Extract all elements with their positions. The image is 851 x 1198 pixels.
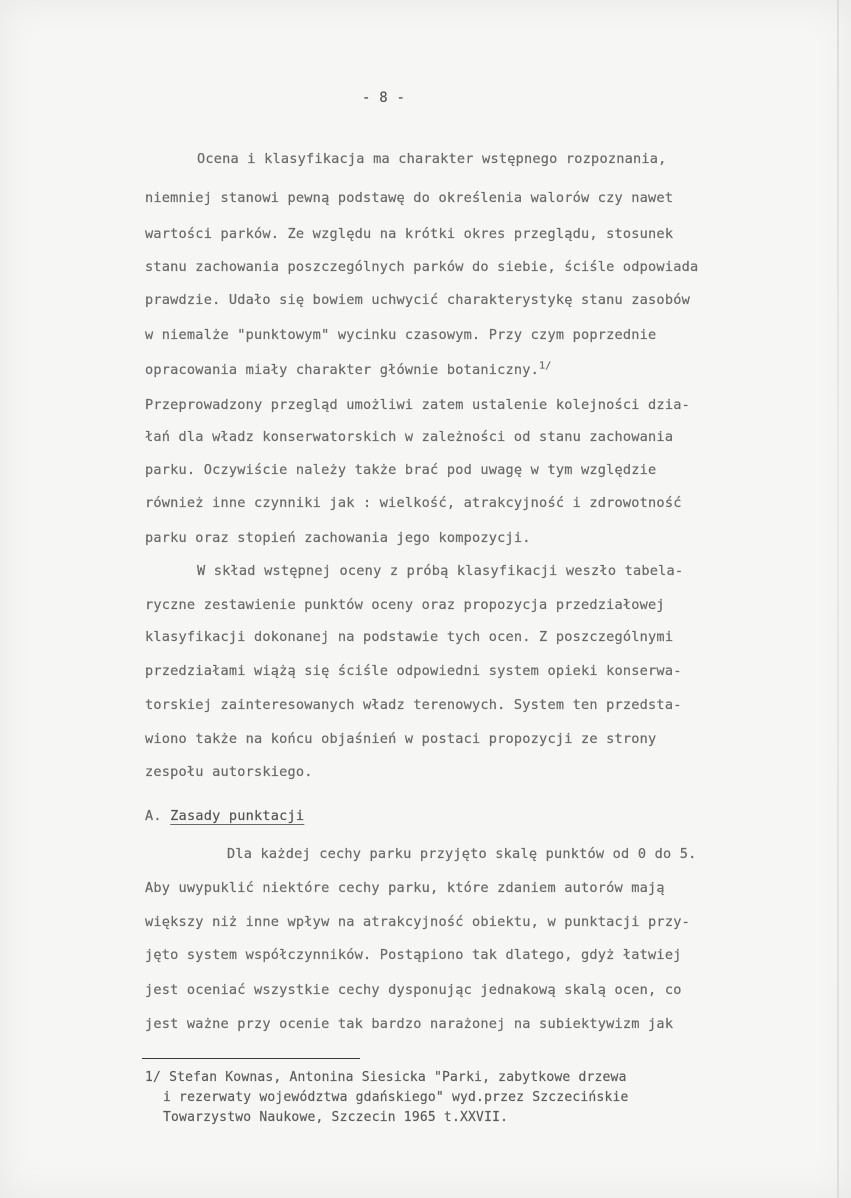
text-line: Aby uwypuklić niektóre cechy parku, które zdaniem autorów mają <box>145 880 665 896</box>
footnote-separator <box>142 1058 360 1059</box>
text-line: klasyfikacji dokonanej na podstawie tych ocen. Z poszczególnymi <box>145 629 674 645</box>
page-number: - 8 - <box>362 90 406 106</box>
footnote-line: Towarzystwo Naukowe, Szczecin 1965 t.XXVII. <box>163 1110 509 1125</box>
text-line: jest ważne przy ocenie tak bardzo narażonej na subiektywizm jak <box>145 1016 674 1032</box>
text-line: wiono także na końcu objaśnień w postaci propozycji ze strony <box>145 731 657 747</box>
text-line: jest oceniać wszystkie cechy dysponując jednakową skalą ocen, co <box>145 982 682 998</box>
scan-edge <box>837 0 839 1198</box>
section-letter: A. <box>145 808 162 824</box>
text-line: Ocena i klasyfikacja ma charakter wstępnego rozpoznania, <box>197 151 667 167</box>
footnote-line: i rezerwaty województwa gdańskiego" wyd.przez Szczecińskie <box>163 1090 629 1105</box>
section-heading <box>145 808 304 824</box>
text-line: w niemalże "punktowym" wycinku czasowym. Przy czym poprzednie <box>145 327 657 343</box>
text-line: Przeprowadzony przegląd umożliwi zatem ustalenie kolejności dzia- <box>145 397 690 413</box>
text-line: niemniej stanowi pewną podstawę do określenia walorów czy nawet <box>145 190 674 206</box>
text-line: Dla każdej cechy parku przyjęto skalę punktów od 0 do 5. <box>227 846 697 862</box>
text-line: przedziałami wiążą się ściśle odpowiedni system opieki konserwa- <box>145 663 682 679</box>
footnote-ref: 1/ <box>539 360 552 372</box>
footnote-line: 1/ Stefan Kownas, Antonina Siesicka "Parki, zabytkowe drzewa <box>145 1070 627 1085</box>
text-line: ryczne zestawienie punktów oceny oraz propozycja przedziałowej <box>145 597 665 613</box>
text-line: prawdzie. Udało się bowiem uchwycić charakterystykę stanu zasobów <box>145 292 690 308</box>
text-line: większy niż inne wpływ na atrakcyjność obiektu, w punktacji przy- <box>145 914 690 930</box>
text-line-with-footnote-ref <box>145 362 552 382</box>
text-line: również inne czynniki jak : wielkość, atrakcyjność i zdrowotność <box>145 495 682 511</box>
text-line: jęto system współczynników. Postąpiono tak dlatego, gdyż łatwiej <box>145 947 682 963</box>
text-line: torskiej zainteresowanych władz terenowych. System ten przedsta- <box>145 697 682 713</box>
text-line: parku. Oczywiście należy także brać pod uwagę w tym względzie <box>145 462 657 478</box>
text-line: wartości parków. Ze względu na krótki okres przeglądu, stosunek <box>145 226 674 242</box>
text-line: łań dla władz konserwatorskich w zależności od stanu zachowania <box>145 429 674 445</box>
text-line: W skład wstępnej oceny z próbą klasyfikacji weszło tabela- <box>197 563 684 579</box>
text-line: zespołu autorskiego. <box>145 764 313 780</box>
text-line: opracowania miały charakter głównie botaniczny. <box>145 362 540 378</box>
text-line: stanu zachowania poszczególnych parków do siebie, ściśle odpowiada <box>145 259 699 275</box>
section-title: Zasady punktacji <box>170 808 305 824</box>
text-line: parku oraz stopień zachowania jego kompozycji. <box>145 530 531 546</box>
